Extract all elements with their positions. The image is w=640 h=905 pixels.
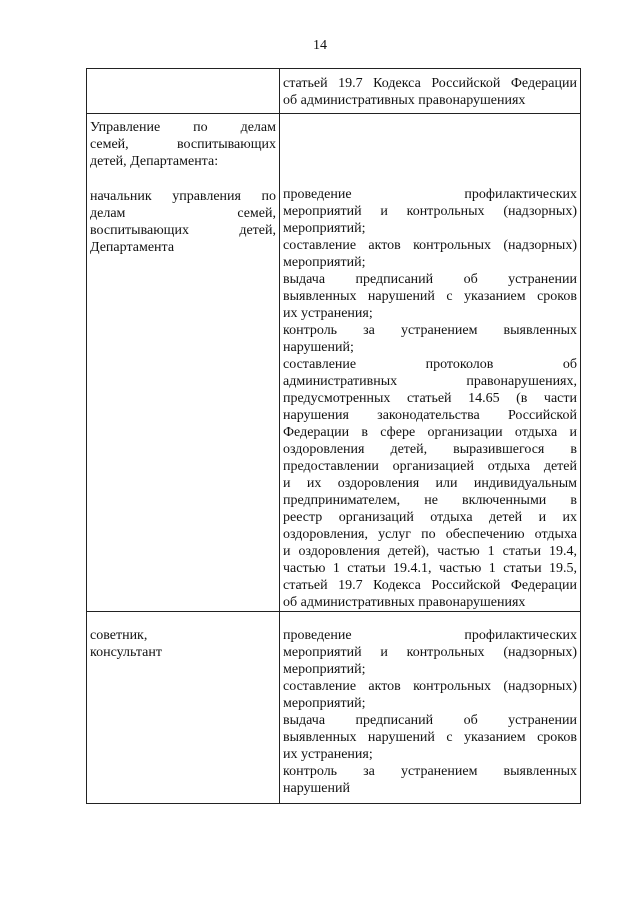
text-line: реестр организаций отдыха детей и их <box>283 510 577 525</box>
text-line: предусмотренных статьей 14.65 (в части <box>283 391 577 406</box>
text-line: нарушений; <box>283 340 354 355</box>
table-row <box>87 612 581 804</box>
section-heading-line: детей, Департамента: <box>90 154 219 169</box>
text-line: предпринимателем, не включенными в <box>283 493 577 508</box>
text-line: проведение профилактических <box>283 628 577 643</box>
powers-cell <box>280 114 581 612</box>
text-line: выдача предписаний об устранении <box>283 713 577 728</box>
text-line: оздоровления, услуг по обеспечению отдыха <box>283 527 577 542</box>
text-line: и их оздоровления или индивидуальным <box>283 476 577 491</box>
text-line: оздоровления детей, выразившегося в <box>283 442 577 457</box>
text-line: мероприятий и контрольных (надзорных) <box>283 645 577 660</box>
text-line: статьей 19.7 Кодекса Российской Федерации <box>283 76 577 91</box>
text-line: частью 1 статьи 19.4.1, частью 1 статьи 19.5, <box>283 561 577 576</box>
text-line: статьей 19.7 Кодекса Российской Федерации <box>283 578 577 593</box>
text-line: Федерации в сфере организации отдыха и <box>283 425 577 440</box>
text-line: выдача предписаний об устранении <box>283 272 577 287</box>
section-heading-cell <box>87 114 280 612</box>
text-line: административных правонарушениях, <box>283 374 577 389</box>
position-title-line: советник, <box>90 628 148 643</box>
text-line: выявленных нарушений с указанием сроков <box>283 289 577 304</box>
text-line: нарушения законодательства Российской <box>283 408 577 423</box>
table-cell-empty <box>87 69 280 114</box>
section-heading-line: Управление по делам <box>90 120 276 135</box>
powers-cell <box>280 612 581 804</box>
position-title-cell <box>87 612 280 804</box>
position-title-line: Департамента <box>90 240 175 255</box>
position-title-line: консультант <box>90 645 162 660</box>
text-line: выявленных нарушений с указанием сроков <box>283 730 577 745</box>
position-title-line: начальник управления по <box>90 189 276 204</box>
text-line: нарушений <box>283 781 350 796</box>
text-line: мероприятий; <box>283 255 366 270</box>
section-heading-line: семей, воспитывающих <box>90 137 276 152</box>
text-line: предоставлении организацией отдыха детей <box>283 459 577 474</box>
powers-table <box>86 68 581 804</box>
text-line: об административных правонарушениях <box>283 595 526 610</box>
text-line: мероприятий; <box>283 696 366 711</box>
text-line: мероприятий; <box>283 662 366 677</box>
position-title-line: воспитывающих детей, <box>90 223 276 238</box>
text-line: проведение профилактических <box>283 187 577 202</box>
text-line: составление протоколов об <box>283 357 577 372</box>
text-line: контроль за устранением выявленных <box>283 764 577 779</box>
table-row <box>87 69 581 114</box>
text-line: контроль за устранением выявленных <box>283 323 577 338</box>
text-line: составление актов контрольных (надзорных) <box>283 679 577 694</box>
text-line: мероприятий и контрольных (надзорных) <box>283 204 577 219</box>
text-line: и оздоровления детей), частью 1 статьи 19.4, <box>283 544 577 559</box>
text-line: их устранения; <box>283 747 373 762</box>
position-title-line: делам семей, <box>90 206 276 221</box>
text-line: составление актов контрольных (надзорных) <box>283 238 577 253</box>
text-line: мероприятий; <box>283 221 366 236</box>
text-line: об административных правонарушениях <box>283 93 526 108</box>
page-number: 14 <box>313 38 327 53</box>
table-row <box>87 114 581 612</box>
table-cell-text <box>280 69 581 114</box>
text-line: их устранения; <box>283 306 373 321</box>
